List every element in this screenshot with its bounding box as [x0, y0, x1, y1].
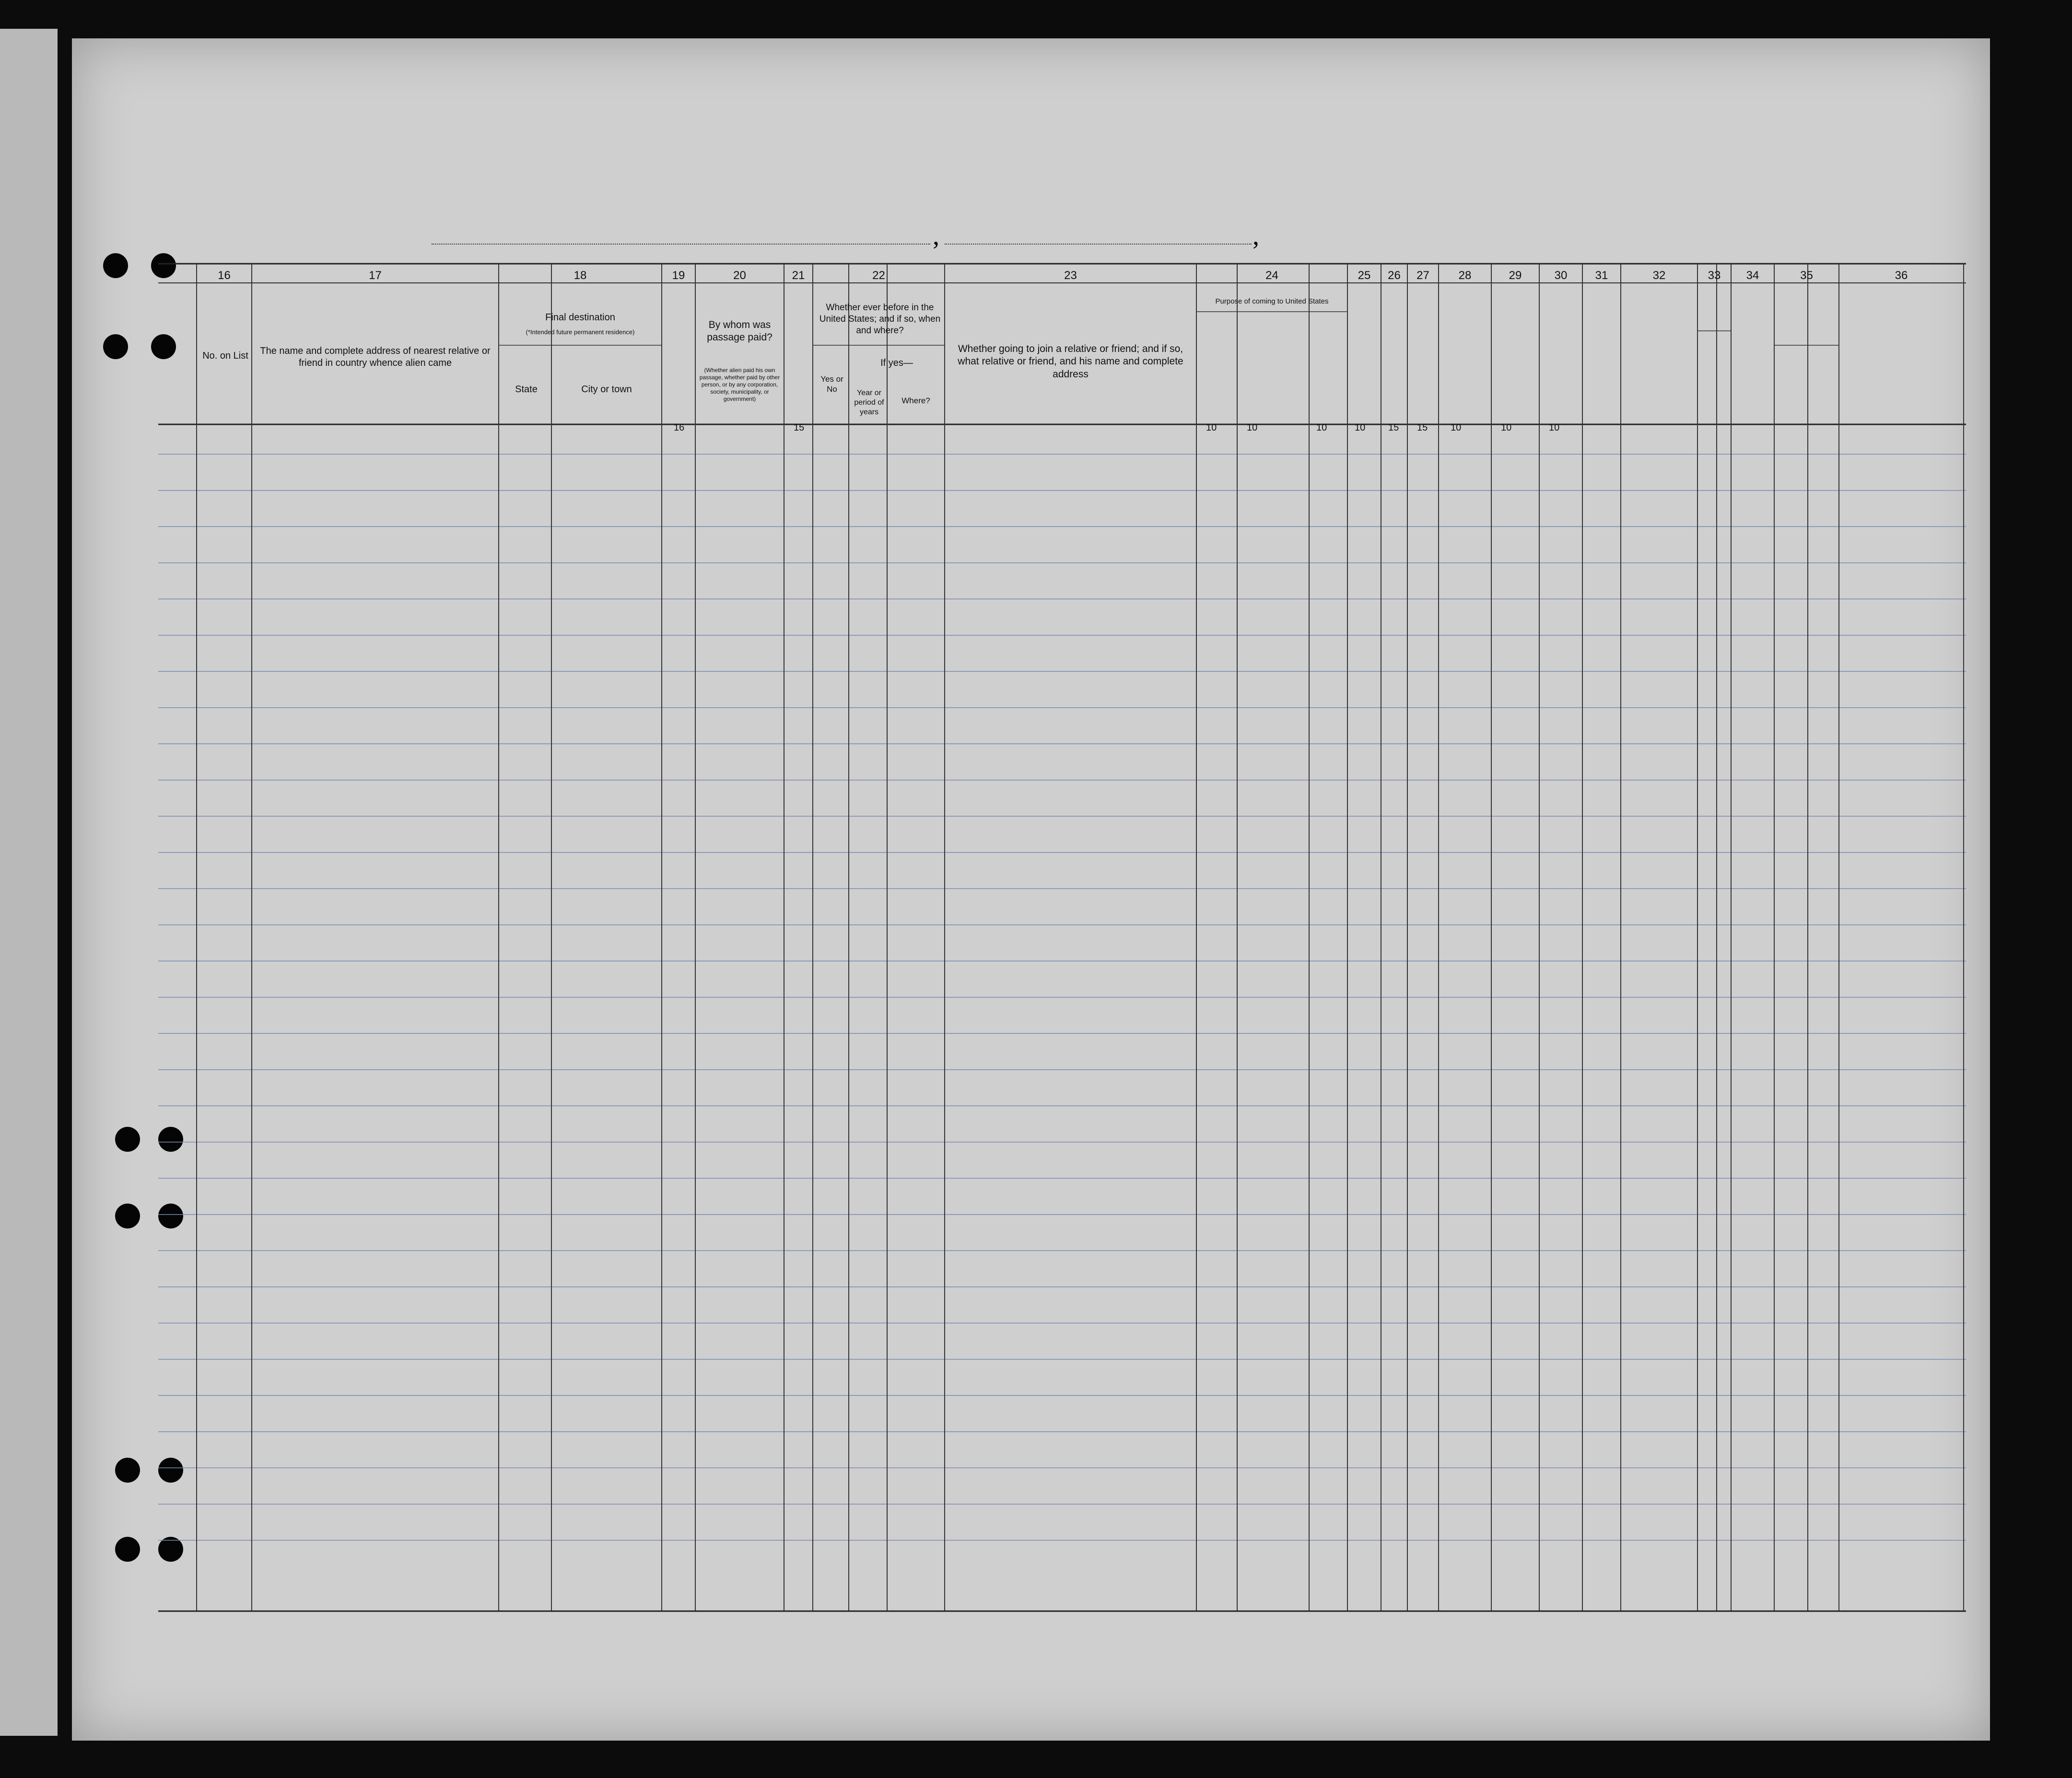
250: 10 — [1549, 422, 1560, 433]
column-number: 17 — [369, 269, 382, 282]
column-number: 23 — [1064, 269, 1077, 282]
punch-hole — [158, 1537, 183, 1562]
column-number: 31 — [1595, 269, 1608, 282]
punch-hole — [103, 334, 128, 359]
column-number: 33 — [1708, 269, 1721, 282]
comma: , — [933, 221, 939, 251]
header-relative: The name and complete address of nearest relative or friend in country whence alien came — [260, 346, 491, 368]
column-number: 19 — [672, 269, 685, 282]
previous-page-edge — [0, 29, 58, 1736]
310: 16 — [674, 422, 685, 433]
punch-hole — [158, 1204, 183, 1228]
column-number: 27 — [1416, 269, 1429, 282]
column-number: 21 — [792, 269, 805, 282]
header-paid-by: By whom was passage paid? — [707, 319, 773, 343]
manifest-page — [72, 38, 1990, 1741]
column-number: 26 — [1388, 269, 1401, 282]
header-year-period: Year or period of years — [854, 389, 884, 416]
250: 10 — [1501, 422, 1512, 433]
250: 15 — [1388, 422, 1399, 433]
header-city: City or town — [581, 384, 632, 395]
punch-hole — [103, 253, 128, 278]
header-final-destination-note: (*Intended future permanent residence) — [526, 328, 635, 336]
header-no-on-list: No. on List — [202, 351, 248, 361]
punch-hole — [115, 1458, 140, 1483]
punch-hole — [158, 1458, 183, 1483]
punch-hole — [115, 1537, 140, 1562]
header-before-us: Whether ever before in the United States; and if so, when and where? — [819, 303, 941, 336]
column-number: 30 — [1554, 269, 1568, 282]
250: 10 — [1355, 422, 1366, 433]
punch-hole — [115, 1127, 140, 1152]
column-number: 24 — [1265, 269, 1278, 282]
220: 10 — [1316, 422, 1327, 433]
column-number: 16 — [218, 269, 231, 282]
header-yes-no: Yes or No — [820, 374, 843, 394]
column-number: 28 — [1458, 269, 1472, 282]
column-number: 22 — [872, 269, 885, 282]
header-paid-by-note: (Whether alien paid his own passage, whether paid by other person, or by any corporation, society, municipality, or government) — [699, 367, 780, 402]
date-line — [945, 244, 1252, 245]
header-purpose: Purpose of coming to United States — [1215, 297, 1329, 305]
column-number: 34 — [1746, 269, 1759, 282]
punch-hole — [151, 253, 176, 278]
header-state: State — [515, 384, 538, 395]
column-number: 32 — [1652, 269, 1666, 282]
header-joining: Whether going to join a relative or friend; and if so, what relative or friend, and his name and complete address — [958, 343, 1183, 380]
header-where: Where? — [901, 396, 930, 405]
column-number: 35 — [1800, 269, 1813, 282]
220: 10 — [1206, 422, 1217, 433]
column-number: 25 — [1358, 269, 1371, 282]
punch-hole — [151, 334, 176, 359]
header-final-destination: Final destination — [545, 312, 615, 323]
port-line — [432, 244, 930, 245]
310: 15 — [794, 422, 805, 433]
column-number: 18 — [574, 269, 587, 282]
header-if-yes: If yes— — [880, 358, 913, 368]
column-number: 29 — [1509, 269, 1522, 282]
250: 10 — [1451, 422, 1462, 433]
punch-hole — [158, 1127, 183, 1152]
column-number: 20 — [733, 269, 746, 282]
column-number: 36 — [1895, 269, 1908, 282]
punch-hole — [115, 1204, 140, 1228]
220: 10 — [1247, 422, 1258, 433]
comma: , — [1253, 221, 1259, 251]
250: 15 — [1417, 422, 1428, 433]
